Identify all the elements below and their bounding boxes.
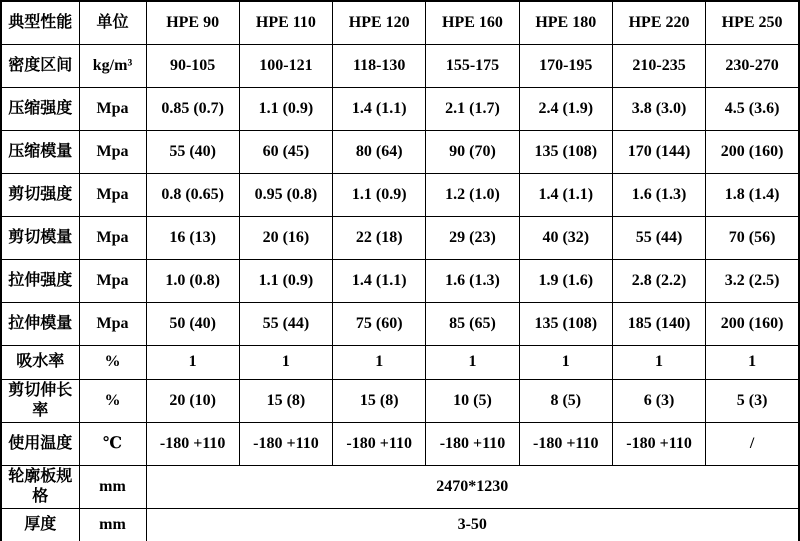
value-cell: 1 [706, 345, 799, 379]
value-cell: 60 (45) [239, 130, 332, 173]
model-column-header: HPE 180 [519, 1, 612, 44]
merged-value-cell: 3-50 [146, 508, 799, 541]
merged-value-cell: 2470*1230 [146, 465, 799, 508]
value-cell: 55 (44) [239, 302, 332, 345]
property-label: 剪切强度 [1, 173, 79, 216]
value-cell: 16 (13) [146, 216, 239, 259]
model-column-header: HPE 160 [426, 1, 519, 44]
value-cell: 0.95 (0.8) [239, 173, 332, 216]
value-cell: 1.4 (1.1) [519, 173, 612, 216]
table-row [1, 345, 799, 379]
value-cell: 90-105 [146, 44, 239, 87]
value-cell: 1.1 (0.9) [239, 259, 332, 302]
value-cell: 50 (40) [146, 302, 239, 345]
value-cell: 210-235 [612, 44, 705, 87]
unit-cell: Mpa [79, 259, 146, 302]
table-row [1, 508, 799, 541]
property-column-header: 典型性能 [1, 1, 79, 44]
unit-cell: Mpa [79, 87, 146, 130]
value-cell: -180 +110 [612, 422, 705, 465]
value-cell: 1.2 (1.0) [426, 173, 519, 216]
value-cell: 8 (5) [519, 379, 612, 422]
value-cell: 200 (160) [706, 130, 799, 173]
unit-cell: mm [79, 465, 146, 508]
table-row [1, 173, 799, 216]
table-row [1, 465, 799, 508]
value-cell: 22 (18) [333, 216, 426, 259]
value-cell: -180 +110 [239, 422, 332, 465]
value-cell: 135 (108) [519, 130, 612, 173]
unit-cell: ℃ [79, 422, 146, 465]
value-cell: 1.9 (1.6) [519, 259, 612, 302]
value-cell: 155-175 [426, 44, 519, 87]
value-cell: 1 [146, 345, 239, 379]
value-cell: 1 [426, 345, 519, 379]
value-cell: 118-130 [333, 44, 426, 87]
value-cell: 55 (44) [612, 216, 705, 259]
value-cell: 3.2 (2.5) [706, 259, 799, 302]
value-cell: 1.8 (1.4) [706, 173, 799, 216]
unit-cell: mm [79, 508, 146, 541]
value-cell: 55 (40) [146, 130, 239, 173]
model-column-header: HPE 110 [239, 1, 332, 44]
value-cell: 10 (5) [426, 379, 519, 422]
table-row [1, 44, 799, 87]
value-cell: 1.1 (0.9) [239, 87, 332, 130]
property-label: 轮廓板规格 [1, 465, 79, 508]
value-cell: 1 [333, 345, 426, 379]
value-cell: 75 (60) [333, 302, 426, 345]
unit-cell: Mpa [79, 216, 146, 259]
value-cell: 1.1 (0.9) [333, 173, 426, 216]
value-cell: 80 (64) [333, 130, 426, 173]
table-row [1, 259, 799, 302]
value-cell: 1.6 (1.3) [612, 173, 705, 216]
header-row [1, 1, 799, 44]
value-cell: 90 (70) [426, 130, 519, 173]
table-row [1, 422, 799, 465]
value-cell: -180 +110 [519, 422, 612, 465]
value-cell: 0.8 (0.65) [146, 173, 239, 216]
property-label: 吸水率 [1, 345, 79, 379]
value-cell: -180 +110 [426, 422, 519, 465]
model-column-header: HPE 120 [333, 1, 426, 44]
value-cell: 29 (23) [426, 216, 519, 259]
value-cell: 2.4 (1.9) [519, 87, 612, 130]
value-cell: 0.85 (0.7) [146, 87, 239, 130]
value-cell: -180 +110 [333, 422, 426, 465]
value-cell: 1 [612, 345, 705, 379]
property-label: 厚度 [1, 508, 79, 541]
unit-cell: Mpa [79, 302, 146, 345]
value-cell: 85 (65) [426, 302, 519, 345]
value-cell: / [706, 422, 799, 465]
table-row [1, 87, 799, 130]
value-cell: 15 (8) [333, 379, 426, 422]
property-label: 压缩强度 [1, 87, 79, 130]
value-cell: 70 (56) [706, 216, 799, 259]
value-cell: 2.1 (1.7) [426, 87, 519, 130]
value-cell: 185 (140) [612, 302, 705, 345]
value-cell: 100-121 [239, 44, 332, 87]
value-cell: 1 [519, 345, 612, 379]
value-cell: 20 (10) [146, 379, 239, 422]
value-cell: 230-270 [706, 44, 799, 87]
property-label: 压缩模量 [1, 130, 79, 173]
table-row [1, 216, 799, 259]
property-label: 拉伸强度 [1, 259, 79, 302]
value-cell: 4.5 (3.6) [706, 87, 799, 130]
model-column-header: HPE 250 [706, 1, 799, 44]
value-cell: 20 (16) [239, 216, 332, 259]
value-cell: 135 (108) [519, 302, 612, 345]
value-cell: 1.4 (1.1) [333, 87, 426, 130]
value-cell: -180 +110 [146, 422, 239, 465]
property-label: 剪切伸长率 [1, 379, 79, 422]
property-label: 拉伸模量 [1, 302, 79, 345]
model-column-header: HPE 220 [612, 1, 705, 44]
table-row [1, 302, 799, 345]
value-cell: 5 (3) [706, 379, 799, 422]
model-column-header: HPE 90 [146, 1, 239, 44]
spec-table-body [1, 1, 799, 541]
property-label: 剪切模量 [1, 216, 79, 259]
value-cell: 1 [239, 345, 332, 379]
value-cell: 15 (8) [239, 379, 332, 422]
unit-cell: % [79, 379, 146, 422]
value-cell: 6 (3) [612, 379, 705, 422]
unit-column-header: 单位 [79, 1, 146, 44]
value-cell: 1.4 (1.1) [333, 259, 426, 302]
unit-cell: % [79, 345, 146, 379]
property-label: 使用温度 [1, 422, 79, 465]
value-cell: 1.6 (1.3) [426, 259, 519, 302]
value-cell: 1.0 (0.8) [146, 259, 239, 302]
unit-cell: Mpa [79, 130, 146, 173]
value-cell: 2.8 (2.2) [612, 259, 705, 302]
value-cell: 170 (144) [612, 130, 705, 173]
table-row [1, 379, 799, 422]
value-cell: 40 (32) [519, 216, 612, 259]
value-cell: 170-195 [519, 44, 612, 87]
table-row [1, 130, 799, 173]
value-cell: 200 (160) [706, 302, 799, 345]
unit-cell: Mpa [79, 173, 146, 216]
property-label: 密度区间 [1, 44, 79, 87]
value-cell: 3.8 (3.0) [612, 87, 705, 130]
unit-cell: kg/m³ [79, 44, 146, 87]
